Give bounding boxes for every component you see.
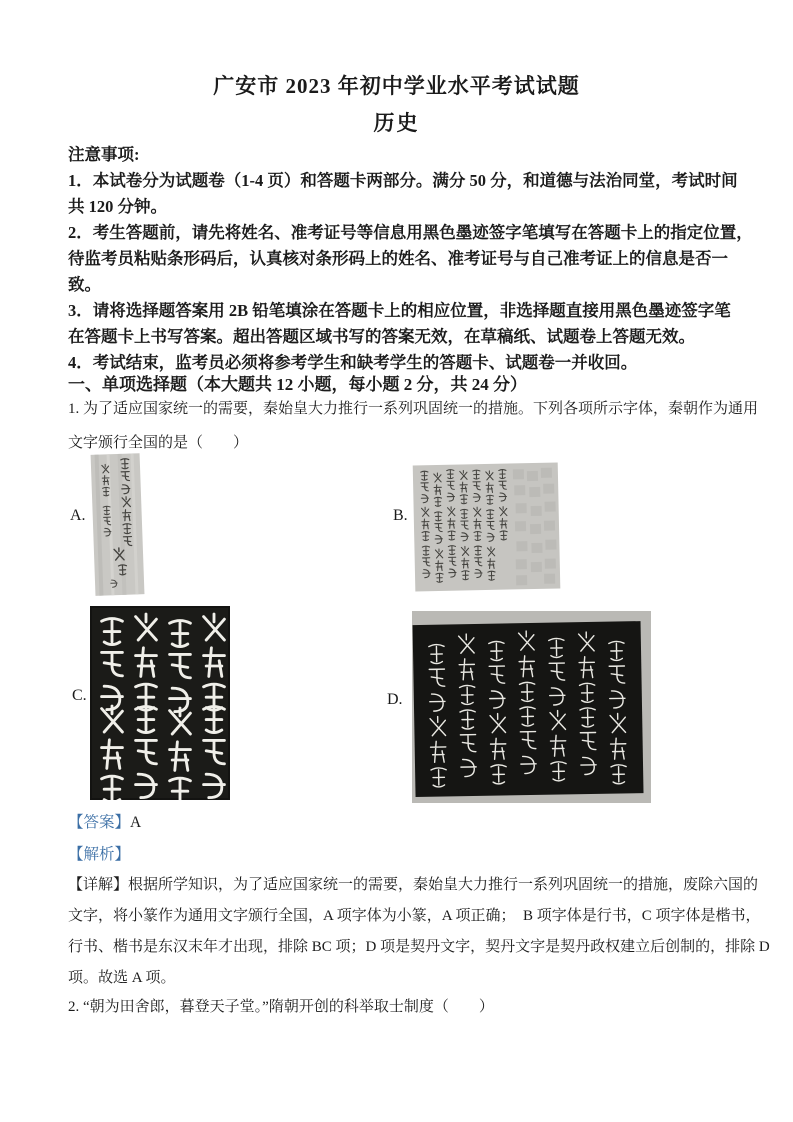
notice-line: 3．请将选择题答案用 2B 铅笔填涂在答题卡上的相应位置，非选择题直接用黑色墨迹签字笔 <box>68 301 731 320</box>
question-2-text: 2. “朝为田舍郎，暮登天子堂。”隋朝开创的科举取士制度（ ） <box>68 999 494 1015</box>
option-b-label: B. <box>393 507 408 524</box>
question-1-text-line: 1. 为了适应国家统一的需要，秦始皇大力推行一系列巩固统一的措施。下列各项所示字体，秦朝作为通用 <box>68 401 759 417</box>
option-a-image <box>88 452 147 597</box>
paper-title: 广安市 2023 年初中学业水平考试试题 <box>213 74 580 98</box>
option-c-image <box>90 606 230 800</box>
notice-line: 致。 <box>68 275 101 294</box>
analysis-label: 【解析】 <box>68 846 131 863</box>
answer-label: 【答案】 <box>68 814 131 831</box>
option-a-label: A. <box>70 507 86 524</box>
notice-line: 共 120 分钟。 <box>68 197 167 216</box>
question-1 <box>68 392 768 460</box>
section-one-heading: 一、单项选择题（本大题共 12 小题，每小题 2 分，共 24 分） <box>68 375 527 394</box>
answer-value: A <box>130 814 142 831</box>
detail-line: 项。故选 A 项。 <box>68 970 176 986</box>
paper-subject: 历史 <box>373 111 420 135</box>
notice-line: 4．考试结束，监考员必须将参考学生和缺考学生的答题卡、试题卷一并收回。 <box>68 353 638 372</box>
notice-line: 待监考员粘贴条形码后，认真核对条形码上的姓名、准考证号与自己准考证上的信息是否一 <box>68 249 728 268</box>
notice-heading: 注意事项: <box>68 145 140 164</box>
answer-line <box>68 812 141 834</box>
detail-line: 行书、楷书是东汉末年才出现，排除 BC 项；D 项是契丹文字，契丹文字是契丹政权建立后创制的，排除 D <box>68 939 770 955</box>
option-b-image <box>411 460 562 594</box>
question-1-text-line: 文字颁行全国的是（ ） <box>68 435 249 451</box>
detail-line: 文字，将小篆作为通用文字颁行全国，A 项字体为小篆，A 项正确； B 项字体是行书，C 项字体是楷书， <box>68 908 761 924</box>
notice-line: 1．本试卷分为试题卷（1-4 页）和答题卡两部分。满分 50 分，和道德与法治同堂，考试时间 <box>68 171 738 190</box>
notice-section <box>68 142 768 376</box>
notice-line: 在答题卡上书写答案。超出答题区域书写的答案无效，在草稿纸、试题卷上答题无效。 <box>68 327 695 346</box>
option-d-image <box>412 611 651 803</box>
option-d-label: D. <box>387 691 403 708</box>
notice-line: 2．考生答题前，请先将姓名、准考证号等信息用黑色墨迹签字笔填写在答题卡上的指定位置， <box>68 223 753 242</box>
detail-explanation <box>68 870 768 994</box>
detail-line: 【详解】根据所学知识，为了适应国家统一的需要，秦始皇大力推行一系列巩固统一的措施，废除六国的 <box>68 877 759 893</box>
option-c-label: C. <box>72 687 87 704</box>
